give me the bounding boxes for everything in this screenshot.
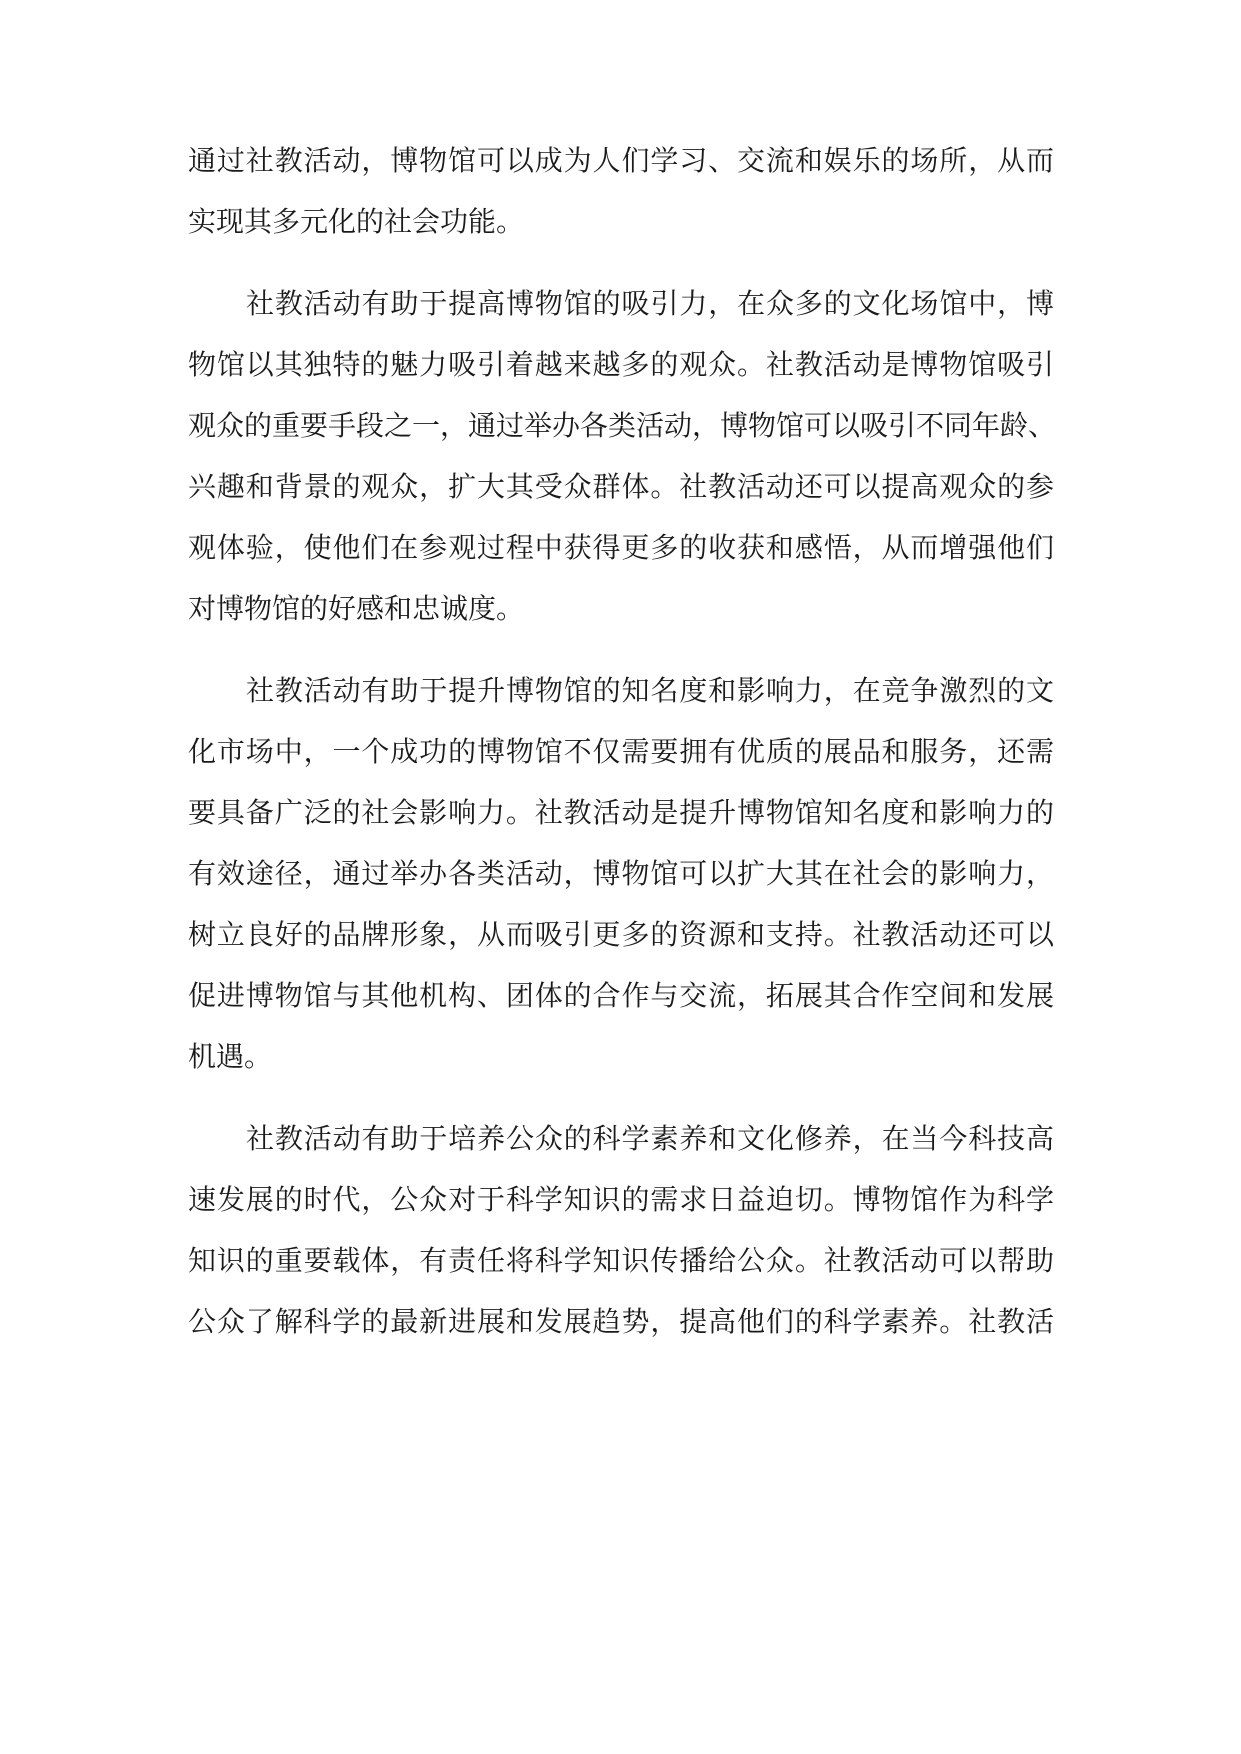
text-line: 促进博物馆与其他机构、团体的合作与交流，拓展其合作空间和发展 [188, 979, 1054, 1012]
text-line: 兴趣和背景的观众，扩大其受众群体。社教活动还可以提高观众的参 [188, 470, 1054, 503]
text-line: 树立良好的品牌形象，从而吸引更多的资源和支持。社教活动还可以 [188, 918, 1054, 951]
paragraph-gap [188, 252, 1054, 273]
text-line: 化市场中，一个成功的博物馆不仅需要拥有优质的展品和服务，还需 [188, 735, 1054, 768]
text-line: 对博物馆的好感和忠诚度。 [188, 592, 525, 625]
text-line: 机遇。 [188, 1040, 273, 1073]
text-line: 社教活动有助于培养公众的科学素养和文化修养，在当今科技高 [246, 1122, 1054, 1155]
text-line: 有效途径，通过举办各类活动，博物馆可以扩大其在社会的影响力， [188, 857, 1054, 890]
paragraph-gap [188, 1087, 1054, 1108]
paragraph [188, 130, 1054, 252]
text-line: 公众了解科学的最新进展和发展趋势，提高他们的科学素养。社教活 [188, 1305, 1054, 1338]
text-line: 物馆以其独特的魅力吸引着越来越多的观众。社教活动是博物馆吸引 [188, 348, 1054, 381]
text-line: 社教活动有助于提高博物馆的吸引力，在众多的文化场馆中，博 [246, 287, 1054, 320]
paragraph [188, 660, 1054, 1087]
text-line: 知识的重要载体，有责任将科学知识传播给公众。社教活动可以帮助 [188, 1244, 1054, 1277]
body-text [188, 130, 1057, 1352]
text-line: 通过社教活动，博物馆可以成为人们学习、交流和娱乐的场所，从而 [188, 144, 1054, 177]
paragraph [188, 1108, 1054, 1352]
text-line: 要具备广泛的社会影响力。社教活动是提升博物馆知名度和影响力的 [188, 796, 1054, 829]
text-line: 实现其多元化的社会功能。 [188, 205, 525, 238]
text-line: 观体验，使他们在参观过程中获得更多的收获和感悟，从而增强他们 [188, 531, 1054, 564]
text-line: 速发展的时代，公众对于科学知识的需求日益迫切。博物馆作为科学 [188, 1183, 1054, 1216]
paragraph [188, 273, 1057, 639]
text-line: 观众的重要手段之一，通过举办各类活动，博物馆可以吸引不同年龄、 [188, 409, 1057, 442]
text-line: 社教活动有助于提升博物馆的知名度和影响力，在竞争激烈的文 [246, 674, 1054, 707]
paragraph-gap [188, 639, 1054, 660]
